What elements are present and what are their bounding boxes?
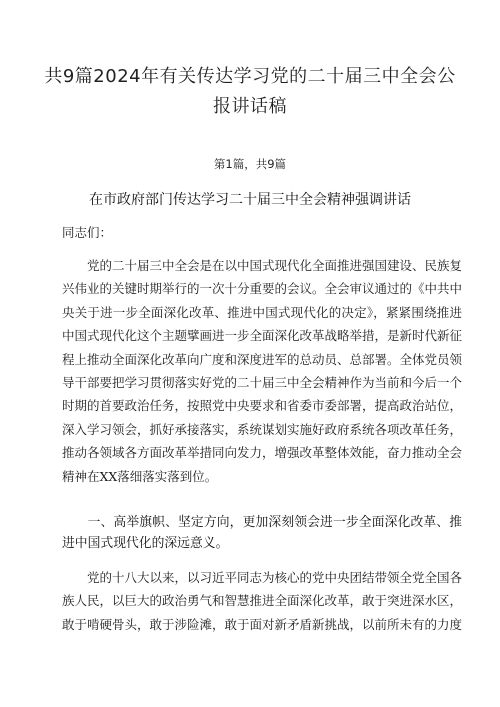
body-paragraph: 党的二十届三中全会是在以中国式现代化全面推进强国建设、民族复兴伟业的关键时期举行的一次十分重要的会议。全会审议通过的《中共中央关于进一步全面深化改革、推进中国式现代化的决定》，紧紧围绕推进中国式现代化这个主题擘画进一步全面深化改革战略举措，是新时代新征程上推动全面深化改革向广度和深度进军的总动员、总部署。全体党员领导干部要把学习贯彻落实好党的二十届三中全会精神作为当前和今后一个时期的首要政治任务，按照党中央要求和省委市委部署，提高政治站位，深入学习领会，抓好承接落实，系统谋划实施好政府系统各项改革任务，推动各领域各方面改革举措同向发力，增强改革整体效能，奋力推动全会精神在XX落细落实落到位。 [62,258,463,484]
part-label: 第1篇，共9篇 [213,157,287,171]
body-paragraph: 党的十八大以来，以习近平同志为核心的党中央团结带领全党全国各族人民，以巨大的政治勇气和智慧推进全面深化改革，敢于突进深水区，敢于啃硬骨头，敢于涉险滩，敢于面对新矛盾新挑战，以前所未有的力度 [62,570,463,632]
section-heading: 一、高举旗帜、坚定方向，更加深刻领会进一步全面深化改革、推进中国式现代化的深远意义。 [62,515,462,551]
speech-title: 在市政府部门传达学习二十届三中全会精神强调讲话 [89,192,411,208]
salutation: 同志们： [62,225,113,240]
document-title: 共9篇2024年有关传达学习党的二十届三中全会公报讲话稿 [44,66,456,117]
